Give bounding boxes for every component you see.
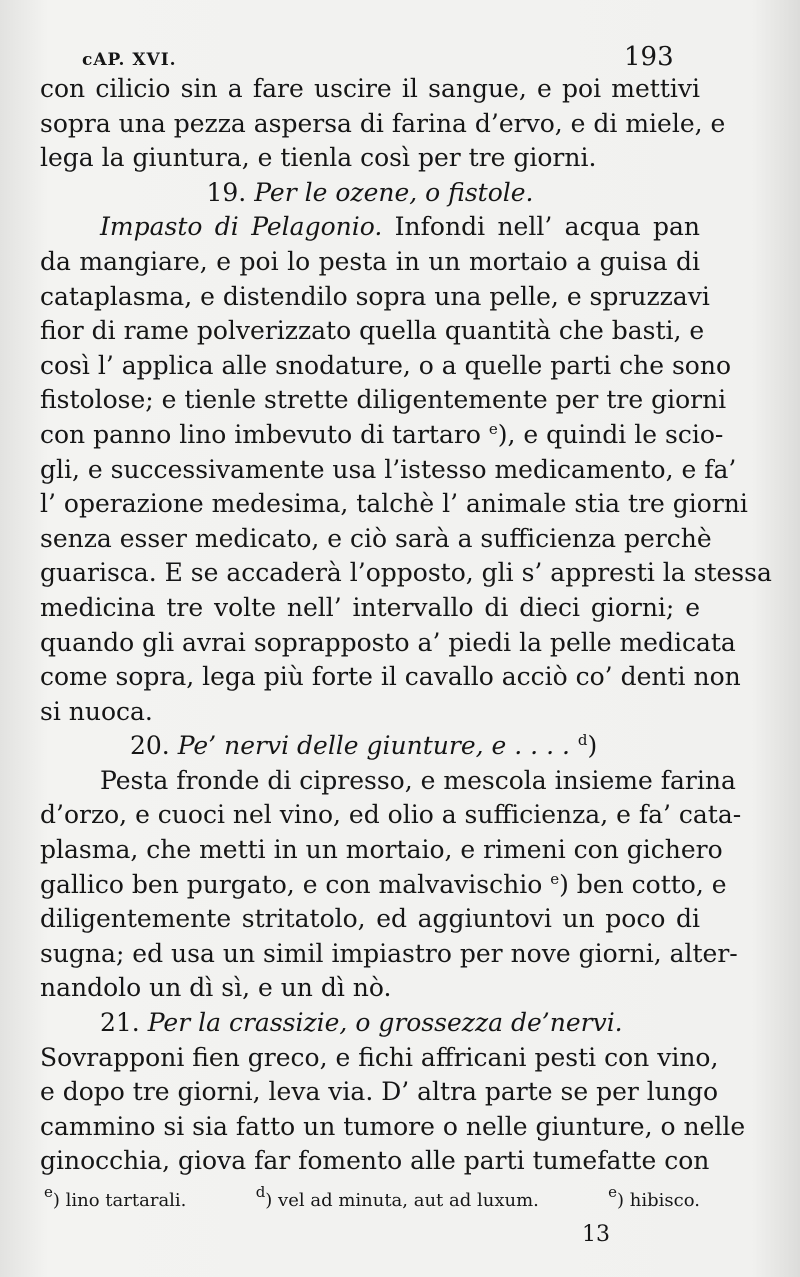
italic-text: Pe’ nervi delle giunture, e . . . . [177, 731, 570, 761]
footnote [608, 1183, 700, 1211]
text-line [40, 556, 772, 591]
text-line [40, 487, 748, 522]
text-line [40, 176, 700, 211]
text-run: l’ operazione medesima, talchè l’ animale stia tre giorni [40, 489, 748, 519]
text-run: ginocchia, giova far fomento alle parti tumefatte con [40, 1146, 710, 1176]
text-line [40, 1075, 719, 1110]
text-line [40, 729, 700, 764]
footnote-ref: e [488, 419, 498, 438]
footnote-ref: e [550, 869, 560, 888]
text-run: d’orzo, e cuoci nel vino, ed olio a sufficienza, e fa’ cata- [40, 800, 742, 830]
text-line [40, 1110, 746, 1145]
text-line [40, 418, 724, 453]
text-run: plasma, che metti in un mortaio, e rimeni con gichero [40, 835, 723, 865]
footnote-text: ) hibisco. [617, 1190, 700, 1211]
page-number: 193 [624, 42, 674, 72]
footnote-mark: e [44, 1183, 53, 1201]
text-run: sugna; ed usa un simil impiastro per nove giorni, alter- [40, 938, 738, 968]
text-run: Pesta fronde di cipresso, e mescola insieme farina [100, 765, 736, 795]
text-run: quando gli avrai soprapposto a’ piedi la pelle medicata [40, 627, 736, 657]
text-run [570, 731, 578, 760]
text-run: con panno lino imbevuto di tartaro [40, 419, 489, 449]
text-line [40, 660, 741, 695]
text-line [40, 695, 700, 730]
text-run: e dopo tre giorni, leva via. D’ altra parte se per lungo [40, 1077, 719, 1107]
text-line [40, 314, 705, 349]
text-run: gli, e successivamente usa l’istesso medicamento, e fa’ [40, 454, 737, 484]
text-line [40, 1006, 700, 1041]
footnote-text: ) vel ad minuta, aut ad luxum. [265, 1190, 539, 1211]
text-run: fistolose; e tienle strette diligentemente per tre giorni [40, 385, 727, 415]
signature-mark: 13 [582, 1222, 610, 1247]
text-line [40, 453, 737, 488]
text-run: cataplasma, e distendilo sopra una pelle, e spruzzavi [40, 281, 710, 311]
text-run: 21. [100, 1008, 148, 1038]
footnote-ref: d [577, 731, 588, 750]
text-line [40, 591, 700, 626]
text-line [40, 902, 700, 937]
text-line [40, 937, 738, 972]
italic-text: Per la crassizie, o grossezza de’nervi. [147, 1008, 623, 1038]
text-run: da mangiare, e poi lo pesta in un mortaio a guisa di [40, 246, 700, 276]
text-run: gallico ben purgato, e con malvavischio [40, 869, 551, 899]
text-run: Sovrapponi fien greco, e fichi affricani pesti con vino, [40, 1042, 719, 1072]
running-title: cAP. XVI. [82, 50, 177, 70]
italic-text: Per le ozene, o fistole. [254, 177, 534, 207]
text-run: così l’ applica alle snodature, o a quelle parti che sono [40, 350, 731, 380]
text-run: Infondi nell’ acqua pan [382, 212, 700, 242]
text-run: come sopra, lega più forte il cavallo acciò co’ denti non [40, 662, 741, 692]
text-line [40, 141, 700, 176]
text-run: sopra una pezza aspersa di farina d’ervo, e di miele, e [40, 108, 726, 138]
text-run: ) ben cotto, e [559, 869, 727, 899]
text-run: 19. [206, 177, 255, 207]
italic-text: Impasto di Pelagonio. [100, 212, 383, 242]
text-line [40, 383, 727, 418]
text-line [40, 72, 700, 107]
text-line [40, 522, 712, 557]
text-line [40, 1144, 710, 1179]
text-line [40, 833, 723, 868]
footnotes [44, 1183, 700, 1211]
text-line [40, 971, 700, 1006]
text-run: diligentemente stritatolo, ed aggiuntovi un poco di [40, 904, 700, 934]
footnote-mark: d [255, 1183, 266, 1201]
text-line [40, 798, 742, 833]
body-text [40, 72, 772, 1179]
text-run: cammino si sia fatto un tumore o nelle giunture, o nelle [40, 1111, 746, 1141]
text-line [40, 280, 710, 315]
text-run: fior di rame polverizzato quella quantità che basti, e [40, 316, 705, 346]
text-line [40, 210, 700, 245]
text-line [40, 349, 731, 384]
text-run: medicina tre volte nell’ intervallo di dieci giorni; e [40, 592, 700, 622]
text-line [40, 626, 736, 661]
footnote [44, 1183, 187, 1211]
text-run: con cilicio sin a fare uscire il sangue, e poi mettivi [40, 74, 700, 103]
text-run: senza esser medicato, e ciò sarà a sufficienza perchè [40, 523, 712, 553]
footnote [255, 1183, 539, 1211]
text-run: ) [587, 731, 598, 761]
text-line [40, 1041, 719, 1076]
text-run: ), e quindi le scio- [497, 419, 724, 449]
text-line [40, 764, 736, 799]
text-line [40, 868, 727, 903]
footnote-text: ) lino tartarali. [52, 1190, 187, 1211]
text-run: lega la giuntura, e tienla così per tre giorni. [40, 143, 597, 173]
text-line [40, 245, 700, 280]
footnote-mark: e [608, 1183, 618, 1201]
text-run: si nuoca. [40, 696, 153, 726]
text-run: 20. [130, 731, 178, 761]
text-run: guarisca. E se accaderà l’opposto, gli s’ appresti la stessa [40, 558, 772, 588]
text-run: nandolo un dì sì, e un dì nò. [40, 973, 392, 1003]
text-line [40, 107, 726, 142]
